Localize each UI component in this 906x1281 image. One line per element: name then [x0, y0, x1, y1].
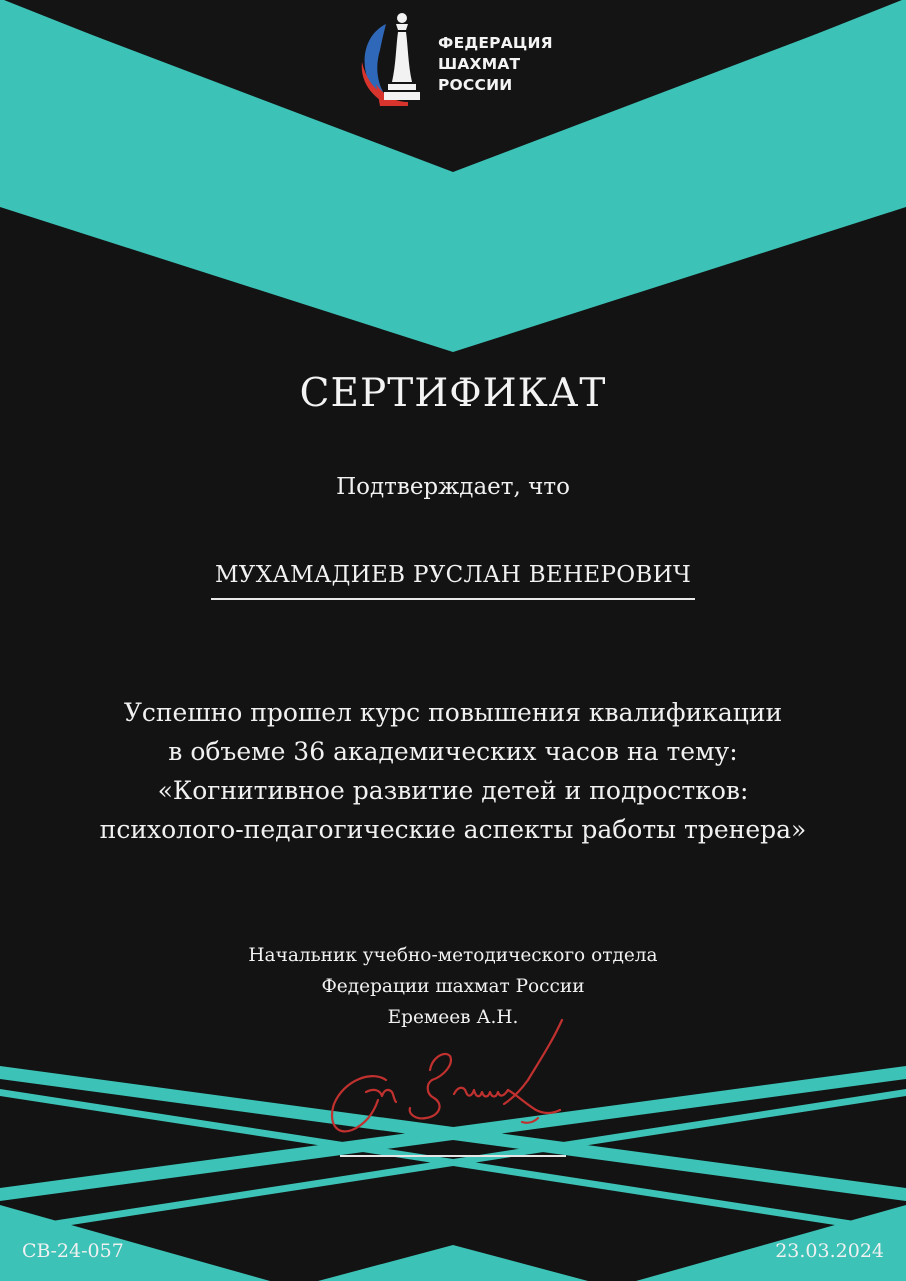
- bottom-band-center: [318, 1245, 588, 1281]
- course-line-4: психолого-педагогические аспекты работы тренера»: [99, 815, 807, 844]
- certificate-title: СЕРТИФИКАТ: [299, 371, 607, 416]
- logo-line-2: ШАХМАТ: [438, 55, 521, 73]
- chess-queen-icon: [356, 6, 430, 110]
- signature-line: [340, 1155, 566, 1157]
- logo-line-1: ФЕДЕРАЦИЯ: [438, 34, 553, 52]
- course-line-3: «Когнитивное развитие детей и подростков:: [157, 776, 749, 805]
- signatory-position-line-1: Начальник учебно-методического отдела: [248, 945, 658, 966]
- signatory-position-line-2: Федерации шахмат России: [321, 976, 585, 997]
- logo-wordmark: [438, 33, 553, 96]
- logo-line-3: РОССИИ: [438, 76, 513, 94]
- signatory-name: Еремеев А.Н.: [387, 1007, 519, 1028]
- certificate-subtitle: Подтверждает, что: [336, 474, 570, 500]
- course-description: [0, 693, 906, 849]
- certificate-date: 23.03.2024: [775, 1240, 884, 1262]
- handwritten-signature: [322, 1018, 582, 1152]
- certificate-number: СВ-24-057: [22, 1240, 124, 1262]
- recipient-block: [0, 562, 906, 600]
- federation-logo: [356, 6, 556, 110]
- course-line-2: в объеме 36 академических часов на тему:: [168, 737, 738, 766]
- course-line-1: Успешно прошел курс повышения квалификации: [123, 698, 783, 727]
- recipient-name: МУХАМАДИЕВ РУСЛАН ВЕНЕРОВИЧ: [211, 562, 695, 600]
